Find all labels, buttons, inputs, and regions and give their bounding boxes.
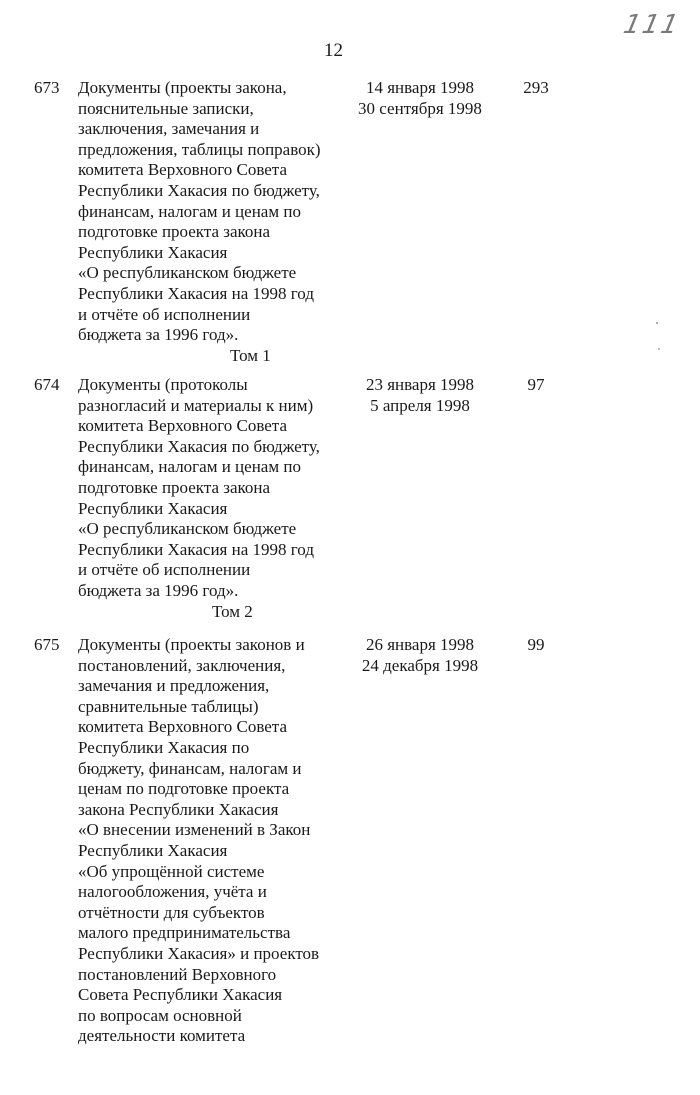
record-dates [350, 375, 490, 416]
sheet-count: 97 [527, 375, 545, 394]
title-line: Республики Хакасия по [78, 737, 250, 757]
title-line: бюджета за 1996 год». [78, 580, 239, 600]
record-number: 673 [34, 78, 60, 97]
title-line: комитета Верховного Совета [78, 717, 287, 737]
title-line: разногласий и материалы к ним) [78, 395, 314, 415]
title-line: ценам по подготовке проекта [78, 779, 290, 799]
title-line: бюджету, финансам, налогам и [78, 758, 302, 778]
title-line: Республики Хакасия [78, 840, 228, 860]
title-line: подготовке проекта закона [78, 477, 271, 497]
title-line: деятельности комитета [78, 1026, 246, 1046]
title-line: подготовке проекта закона [78, 222, 271, 242]
title-line: сравнительные таблицы) [78, 696, 259, 716]
scan-speck [656, 322, 658, 324]
date-end: 5 апреля 1998 [370, 395, 470, 415]
title-line: «Об упрощённой системе [78, 861, 265, 881]
record-title [78, 375, 348, 622]
title-line: комитета Верховного Совета [78, 160, 287, 180]
date-end: 24 декабря 1998 [361, 655, 479, 675]
title-line: Республики Хакасия на 1998 год [78, 283, 314, 303]
title-line: Документы (протоколы [78, 375, 248, 394]
title-line: закона Республики Хакасия [78, 799, 279, 819]
title-line: предложения, таблицы поправок) [78, 139, 321, 159]
date-end: 30 сентября 1998 [358, 98, 482, 118]
title-line: Республики Хакасия [78, 242, 228, 262]
title-line: постановлений Верховного [78, 964, 277, 984]
record-title [78, 635, 348, 1047]
record-number: 675 [34, 635, 60, 654]
page-number: 12 [324, 40, 343, 61]
title-line: Республики Хакасия на 1998 год [78, 539, 314, 559]
title-line: и отчёте об исполнении [78, 304, 251, 324]
sheet-count: 99 [527, 635, 545, 654]
record-dates [350, 635, 490, 676]
title-line: замечания и предложения, [78, 676, 270, 696]
title-line: Совета Республики Хакасия [78, 985, 283, 1005]
title-line: Республики Хакасия по бюджету, [78, 180, 320, 200]
title-line: пояснительные записки, [78, 98, 254, 118]
title-line: комитета Верховного Совета [78, 416, 287, 436]
title-line: «О внесении изменений в Закон [78, 820, 311, 840]
archive-sheet-mark: 111 [620, 10, 683, 40]
volume-label: Том 1 [230, 345, 271, 365]
title-line: по вопросам основной [78, 1005, 242, 1025]
title-line: финансам, налогам и ценам по [78, 201, 301, 221]
date-start: 14 января 1998 [365, 78, 475, 97]
record-dates [350, 78, 490, 119]
volume-label: Том 2 [212, 601, 253, 621]
title-line: «О республиканском бюджете [78, 263, 297, 283]
scan-speck [658, 348, 660, 350]
title-line: «О республиканском бюджете [78, 519, 297, 539]
title-line: Документы (проекты законов и [78, 635, 305, 654]
title-line: Республики Хакасия [78, 498, 228, 518]
title-line: Документы (проекты закона, [78, 78, 287, 97]
title-line: отчётности для субъектов [78, 902, 265, 922]
title-line: заключения, замечания и [78, 119, 260, 139]
date-start: 26 января 1998 [365, 635, 475, 654]
title-line: Республики Хакасия» и проектов [78, 943, 320, 963]
sheet-count: 293 [523, 78, 549, 97]
title-line: налогообложения, учёта и [78, 882, 267, 902]
title-line: бюджета за 1996 год». [78, 325, 239, 345]
record-number: 674 [34, 375, 60, 394]
title-line: Республики Хакасия по бюджету, [78, 436, 320, 456]
title-line: малого предпринимательства [78, 923, 291, 943]
title-line: финансам, налогам и ценам по [78, 457, 301, 477]
title-line: и отчёте об исполнении [78, 560, 251, 580]
date-start: 23 января 1998 [365, 375, 475, 394]
record-title [78, 78, 348, 366]
title-line: постановлений, заключения, [78, 655, 286, 675]
